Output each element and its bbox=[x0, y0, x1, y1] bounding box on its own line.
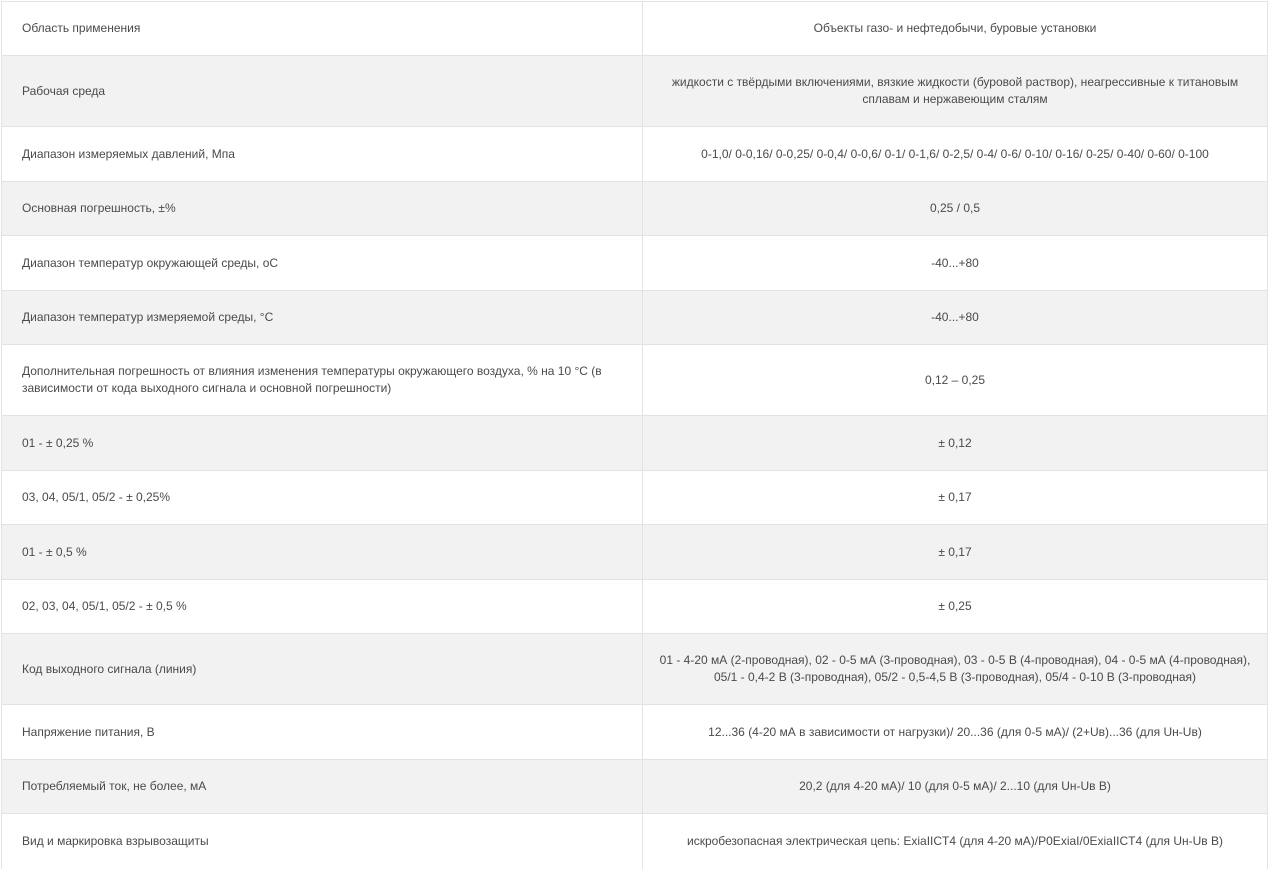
spec-row bbox=[2, 416, 1268, 471]
spec-row bbox=[2, 291, 1268, 345]
spec-label: Основная погрешность, ±% bbox=[2, 182, 643, 236]
spec-label: Диапазон температур измеряемой среды, °С bbox=[2, 291, 643, 345]
spec-label: Диапазон измеряемых давлений, Мпа bbox=[2, 127, 643, 182]
spec-label: Дополнительная погрешность от влияния изменения температуры окружающего воздуха, % на 10 °С (в зависимости от кода выходного сигнала и основной погрешности) bbox=[2, 345, 643, 416]
spec-value: 0-1,0/ 0-0,16/ 0-0,25/ 0-0,4/ 0-0,6/ 0-1/ 0-1,6/ 0-2,5/ 0-4/ 0-6/ 0-10/ 0-16/ 0-25/ 0-40/ 0-60/ 0-100 bbox=[643, 127, 1268, 182]
spec-row bbox=[2, 760, 1268, 814]
spec-value: Объекты газо- и нефтедобычи, буровые установки bbox=[643, 2, 1268, 56]
spec-value: -40...+80 bbox=[643, 236, 1268, 291]
spec-value: 20,2 (для 4-20 мА)/ 10 (для 0-5 мА)/ 2...10 (для Uн-Uв В) bbox=[643, 760, 1268, 814]
spec-row bbox=[2, 705, 1268, 760]
spec-value: 01 - 4-20 мА (2-проводная), 02 - 0-5 мА (3-проводная), 03 - 0-5 В (4-проводная), 04 - 0-5 мА (4-проводная), 05/1 - 0,4-2 В (3-проводная), 05/2 - 0,5-4,5 В (3-проводная), 05/4 - 0-10 В (3-проводная) bbox=[643, 634, 1268, 705]
specifications-table bbox=[1, 1, 1268, 869]
spec-label: Рабочая среда bbox=[2, 56, 643, 127]
spec-label: Область применения bbox=[2, 2, 643, 56]
spec-row bbox=[2, 127, 1268, 182]
spec-value: ± 0,12 bbox=[643, 416, 1268, 471]
spec-value: ± 0,17 bbox=[643, 471, 1268, 525]
spec-row bbox=[2, 56, 1268, 127]
spec-value: жидкости с твёрдыми включениями, вязкие жидкости (буровой раствор), неагрессивные к титановым сплавам и нержавеющим сталям bbox=[643, 56, 1268, 127]
spec-row bbox=[2, 236, 1268, 291]
spec-row bbox=[2, 580, 1268, 634]
spec-label: Потребляемый ток, не более, мА bbox=[2, 760, 643, 814]
spec-label: 01 - ± 0,5 % bbox=[2, 525, 643, 580]
spec-value: ± 0,25 bbox=[643, 580, 1268, 634]
spec-label: 03, 04, 05/1, 05/2 - ± 0,25% bbox=[2, 471, 643, 525]
spec-row bbox=[2, 345, 1268, 416]
spec-label: 01 - ± 0,25 % bbox=[2, 416, 643, 471]
spec-label: Напряжение питания, В bbox=[2, 705, 643, 760]
spec-row bbox=[2, 471, 1268, 525]
spec-row bbox=[2, 2, 1268, 56]
spec-row bbox=[2, 634, 1268, 705]
spec-value: 0,25 / 0,5 bbox=[643, 182, 1268, 236]
spec-value: -40...+80 bbox=[643, 291, 1268, 345]
spec-row bbox=[2, 525, 1268, 580]
spec-label: Вид и маркировка взрывозащиты bbox=[2, 814, 643, 869]
spec-label: 02, 03, 04, 05/1, 05/2 - ± 0,5 % bbox=[2, 580, 643, 634]
spec-row bbox=[2, 182, 1268, 236]
spec-value: искробезопасная электрическая цепь: ExiaIICT4 (для 4-20 мА)/P0ExiaI/0ExiaIICT4 (для Uн-Uв В) bbox=[643, 814, 1268, 869]
spec-value: 12...36 (4-20 мА в зависимости от нагрузки)/ 20...36 (для 0-5 мА)/ (2+Uв)...36 (для Uн-Uв) bbox=[643, 705, 1268, 760]
spec-value: ± 0,17 bbox=[643, 525, 1268, 580]
spec-value: 0,12 – 0,25 bbox=[643, 345, 1268, 416]
spec-label: Код выходного сигнала (линия) bbox=[2, 634, 643, 705]
spec-label: Диапазон температур окружающей среды, оС bbox=[2, 236, 643, 291]
spec-row bbox=[2, 814, 1268, 869]
